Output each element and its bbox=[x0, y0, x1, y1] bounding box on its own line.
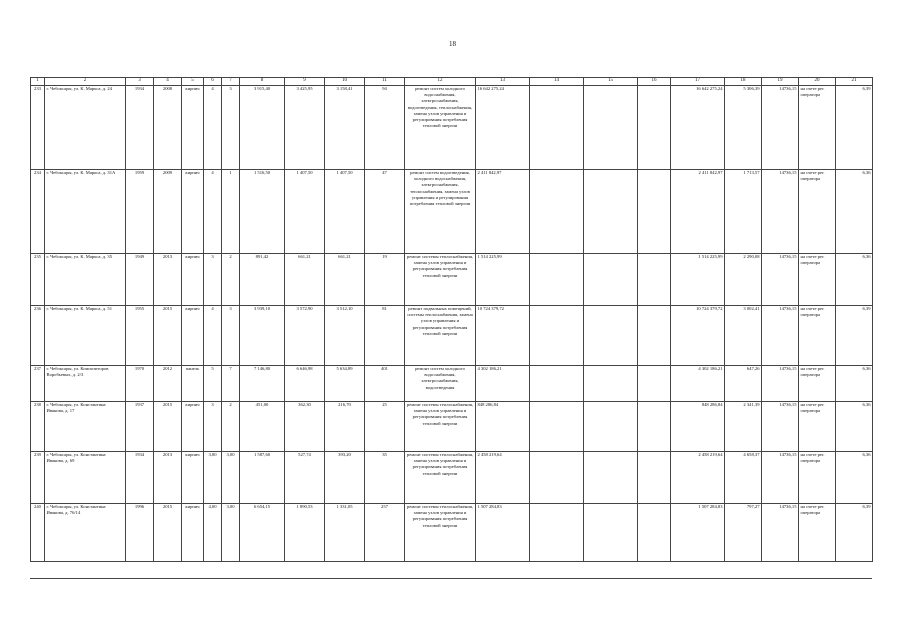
cell-year-repair: 2015 bbox=[154, 504, 182, 562]
cell-year-built: 1949 bbox=[126, 254, 154, 306]
column-number: 10 bbox=[325, 78, 365, 86]
cell-address: г. Чебоксары, ул. К. Маркса, д. 35 bbox=[45, 254, 126, 306]
cell-unit-cost: 2 290,08 bbox=[725, 254, 762, 306]
cell-rate: 6,39 bbox=[836, 306, 873, 366]
cell-cost-total: 16 642 275,24 bbox=[476, 86, 530, 170]
column-number: 3 bbox=[126, 78, 154, 86]
cell-residents: 35 bbox=[365, 452, 405, 504]
column-number: 9 bbox=[285, 78, 325, 86]
cell-material: панель bbox=[182, 366, 204, 402]
cell-area-total: 891,42 bbox=[240, 254, 285, 306]
cell-entrances: 2 bbox=[222, 254, 240, 306]
table-row bbox=[31, 366, 873, 402]
cell-c16 bbox=[638, 504, 671, 562]
cell-entrances: 7 bbox=[222, 366, 240, 402]
cell-rate: 6,39 bbox=[836, 86, 873, 170]
cell-entrances: 3 bbox=[222, 86, 240, 170]
cell-area-living: 3 425,95 bbox=[285, 86, 325, 170]
cell-area-living: 362,30 bbox=[285, 402, 325, 452]
cell-n: 238 bbox=[31, 402, 45, 452]
cell-c15 bbox=[584, 170, 638, 254]
cell-year-repair: 2015 bbox=[154, 402, 182, 452]
cell-fund-method: на счете рег. оператора bbox=[799, 402, 836, 452]
cell-works: ремонт подвальных помещений, системы теплоснабжения, замена узлов управления и регулирования потребления тепловой энергии bbox=[405, 306, 476, 366]
cell-fund-method: на счете рег. оператора bbox=[799, 86, 836, 170]
cell-year-built: 1934 bbox=[126, 452, 154, 504]
cell-limit-cost: 14736,15 bbox=[762, 504, 799, 562]
cell-year-built: 1937 bbox=[126, 402, 154, 452]
column-number: 19 bbox=[762, 78, 799, 86]
cell-floors: 4 bbox=[204, 170, 222, 254]
cell-year-repair: 2009 bbox=[154, 170, 182, 254]
cell-c14 bbox=[530, 452, 584, 504]
cell-fund-method: на счете рег. оператора bbox=[799, 306, 836, 366]
cell-c16 bbox=[638, 306, 671, 366]
cell-floors: 3 bbox=[204, 254, 222, 306]
cell-c14 bbox=[530, 254, 584, 306]
table-row bbox=[31, 306, 873, 366]
cell-area-living: 6 646,98 bbox=[285, 366, 325, 402]
cell-rate: 6,36 bbox=[836, 254, 873, 306]
cell-unit-cost: 797,27 bbox=[725, 504, 762, 562]
column-number: 14 bbox=[530, 78, 584, 86]
cell-works: ремонт системы теплоснабжения, замена узлов управления и регулирования потребления тепловой энергии bbox=[405, 402, 476, 452]
cell-floors: 3,00 bbox=[204, 452, 222, 504]
cell-area-living: 3 572,90 bbox=[285, 306, 325, 366]
cell-works: ремонт систем водоотведения, холодного водоснабжения, электроснабжения, теплоснабжения, замена узлов управления и регулирования потребления тепловой энергии bbox=[405, 170, 476, 254]
table-row bbox=[31, 254, 873, 306]
cell-area-residential: 3 512,10 bbox=[325, 306, 365, 366]
cell-unit-cost: 1 713,57 bbox=[725, 170, 762, 254]
cell-c15 bbox=[584, 504, 638, 562]
cell-limit-cost: 14736,15 bbox=[762, 170, 799, 254]
cell-material: кирпич bbox=[182, 170, 204, 254]
cell-fund-method: на счете рег. оператора bbox=[799, 254, 836, 306]
cell-entrances: 2 bbox=[222, 402, 240, 452]
cell-rate: 6,36 bbox=[836, 170, 873, 254]
cell-area-residential: 216,70 bbox=[325, 402, 365, 452]
cell-unit-cost: 647,26 bbox=[725, 366, 762, 402]
cell-n: 236 bbox=[31, 306, 45, 366]
cell-material: кирпич bbox=[182, 402, 204, 452]
cell-works: ремонт систем холодного водоснабжения, электроснабжения, водоотведения bbox=[405, 366, 476, 402]
cell-cost-total: 1 507 284,83 bbox=[476, 504, 530, 562]
cell-limit-cost: 14736,15 bbox=[762, 254, 799, 306]
cell-limit-cost: 14736,15 bbox=[762, 452, 799, 504]
cell-rate: 6,39 bbox=[836, 504, 873, 562]
cell-entrances: 3 bbox=[222, 306, 240, 366]
cell-cost-owner: 2 458 219,64 bbox=[671, 452, 725, 504]
cell-address: г. Чебоксары, ул. Композиторов Воробьевых, д. 2/3 bbox=[45, 366, 126, 402]
cell-fund-method: на счете рег. оператора bbox=[799, 170, 836, 254]
page-number: 18 bbox=[449, 40, 456, 48]
cell-limit-cost: 14736,15 bbox=[762, 402, 799, 452]
cell-c15 bbox=[584, 402, 638, 452]
column-number: 5 bbox=[182, 78, 204, 86]
cell-area-residential: 661,21 bbox=[325, 254, 365, 306]
cell-address: г. Чебоксары, ул. К. Маркса, д. 51 bbox=[45, 306, 126, 366]
cell-cost-owner: 2 411 842,97 bbox=[671, 170, 725, 254]
cell-cost-total: 2 411 842,97 bbox=[476, 170, 530, 254]
cell-cost-total: 4 302 186,21 bbox=[476, 366, 530, 402]
column-number: 18 bbox=[725, 78, 762, 86]
cell-area-residential: 393,20 bbox=[325, 452, 365, 504]
cell-limit-cost: 14736,15 bbox=[762, 86, 799, 170]
cell-fund-method: на счете рег. оператора bbox=[799, 366, 836, 402]
column-number: 13 bbox=[476, 78, 530, 86]
cell-area-living: 661,21 bbox=[285, 254, 325, 306]
cell-n: 233 bbox=[31, 86, 45, 170]
cell-residents: 25 bbox=[365, 402, 405, 452]
cell-floors: 4 bbox=[204, 306, 222, 366]
cell-area-total: 7 146,80 bbox=[240, 366, 285, 402]
cell-year-built: 1934 bbox=[126, 86, 154, 170]
cell-material: кирпич bbox=[182, 504, 204, 562]
table-row bbox=[31, 402, 873, 452]
cell-c14 bbox=[530, 366, 584, 402]
cell-year-repair: 2008 bbox=[154, 86, 182, 170]
cell-area-residential: 3 158,41 bbox=[325, 86, 365, 170]
cell-year-repair: 2013 bbox=[154, 254, 182, 306]
cell-floors: 5 bbox=[204, 366, 222, 402]
cell-entrances: 3,00 bbox=[222, 452, 240, 504]
table-row bbox=[31, 452, 873, 504]
column-number: 12 bbox=[405, 78, 476, 86]
cell-rate: 6,36 bbox=[836, 366, 873, 402]
cell-unit-cost: 4 658,37 bbox=[725, 452, 762, 504]
cell-c15 bbox=[584, 254, 638, 306]
cell-cost-owner: 1 507 284,83 bbox=[671, 504, 725, 562]
cell-c14 bbox=[530, 306, 584, 366]
cell-area-total: 1 587,60 bbox=[240, 452, 285, 504]
cell-n: 234 bbox=[31, 170, 45, 254]
cell-c16 bbox=[638, 366, 671, 402]
cell-residents: 401 bbox=[365, 366, 405, 402]
cell-cost-owner: 1 514 225,99 bbox=[671, 254, 725, 306]
cell-material: кирпич bbox=[182, 86, 204, 170]
cell-c14 bbox=[530, 86, 584, 170]
column-number: 16 bbox=[638, 78, 671, 86]
cell-unit-cost: 5 306,39 bbox=[725, 86, 762, 170]
cell-cost-total: 848 286,84 bbox=[476, 402, 530, 452]
cell-area-total: 3 939,10 bbox=[240, 306, 285, 366]
cell-works: ремонт системы теплоснабжения, замена узлов управления и регулирования потребления тепловой энергии bbox=[405, 254, 476, 306]
cell-c14 bbox=[530, 402, 584, 452]
cell-unit-cost: 3 002,41 bbox=[725, 306, 762, 366]
cell-residents: 47 bbox=[365, 170, 405, 254]
cell-cost-owner: 848 286,84 bbox=[671, 402, 725, 452]
cell-cost-owner: 10 724 379,72 bbox=[671, 306, 725, 366]
cell-year-built: 1959 bbox=[126, 170, 154, 254]
cell-limit-cost: 14736,15 bbox=[762, 366, 799, 402]
cell-cost-owner: 16 642 275,24 bbox=[671, 86, 725, 170]
cell-material: кирпич bbox=[182, 452, 204, 504]
cell-year-repair: 2013 bbox=[154, 452, 182, 504]
cell-area-total: 451,00 bbox=[240, 402, 285, 452]
cell-residents: 94 bbox=[365, 86, 405, 170]
cell-address: г. Чебоксары, ул. К. Маркса, д. 31А bbox=[45, 170, 126, 254]
capital-repair-table bbox=[30, 77, 873, 562]
column-number: 11 bbox=[365, 78, 405, 86]
cell-area-residential: 1 331,05 bbox=[325, 504, 365, 562]
cell-works: ремонт систем холодного водоснабжения, электроснабжения, водоотведения, теплоснабжения, замена узлов управления и регулирования потребления тепловой энергии bbox=[405, 86, 476, 170]
cell-year-repair: 2012 bbox=[154, 366, 182, 402]
table-row bbox=[31, 86, 873, 170]
cell-c16 bbox=[638, 452, 671, 504]
cell-rate: 6,36 bbox=[836, 402, 873, 452]
cell-c15 bbox=[584, 366, 638, 402]
column-number: 7 bbox=[222, 78, 240, 86]
column-number: 4 bbox=[154, 78, 182, 86]
cell-fund-method: на счете рег. оператора bbox=[799, 504, 836, 562]
cell-address: г. Чебоксары, ул. Константина Иванова, д. 17 bbox=[45, 402, 126, 452]
cell-entrances: 1 bbox=[222, 170, 240, 254]
cell-cost-total: 1 514 225,99 bbox=[476, 254, 530, 306]
column-number: 21 bbox=[836, 78, 873, 86]
cell-year-built: 1955 bbox=[126, 306, 154, 366]
cell-floors: 3 bbox=[204, 402, 222, 452]
cell-address: г. Чебоксары, ул. К. Маркса, д. 24 bbox=[45, 86, 126, 170]
cell-area-living: 1 407,50 bbox=[285, 170, 325, 254]
cell-cost-owner: 4 302 186,21 bbox=[671, 366, 725, 402]
column-number-row bbox=[31, 78, 873, 86]
cell-cost-total: 10 724 379,72 bbox=[476, 306, 530, 366]
cell-limit-cost: 14736,15 bbox=[762, 306, 799, 366]
table-bottom-border bbox=[30, 578, 872, 579]
column-number: 6 bbox=[204, 78, 222, 86]
cell-year-built: 1970 bbox=[126, 366, 154, 402]
column-number: 1 bbox=[31, 78, 45, 86]
cell-cost-total: 2 458 219,64 bbox=[476, 452, 530, 504]
cell-address: г. Чебоксары, ул. Константина Иванова, д. 76/14 bbox=[45, 504, 126, 562]
cell-area-total: 6 654,15 bbox=[240, 504, 285, 562]
cell-area-living: 1 890,53 bbox=[285, 504, 325, 562]
cell-area-residential: 5 634,89 bbox=[325, 366, 365, 402]
cell-unit-cost: 2 341,39 bbox=[725, 402, 762, 452]
cell-entrances: 3,00 bbox=[222, 504, 240, 562]
cell-n: 240 bbox=[31, 504, 45, 562]
cell-c14 bbox=[530, 504, 584, 562]
cell-residents: 257 bbox=[365, 504, 405, 562]
cell-area-living: 527,74 bbox=[285, 452, 325, 504]
column-number: 17 bbox=[671, 78, 725, 86]
column-number: 8 bbox=[240, 78, 285, 86]
cell-residents: 81 bbox=[365, 306, 405, 366]
cell-area-total: 1 516,50 bbox=[240, 170, 285, 254]
cell-year-built: 1996 bbox=[126, 504, 154, 562]
cell-floors: 4,00 bbox=[204, 504, 222, 562]
cell-c15 bbox=[584, 306, 638, 366]
cell-fund-method: на счете рег. оператора bbox=[799, 452, 836, 504]
cell-area-residential: 1 407,50 bbox=[325, 170, 365, 254]
cell-area-total: 3 915,40 bbox=[240, 86, 285, 170]
cell-c14 bbox=[530, 170, 584, 254]
table-row bbox=[31, 504, 873, 562]
cell-n: 239 bbox=[31, 452, 45, 504]
column-number: 15 bbox=[584, 78, 638, 86]
table-row bbox=[31, 170, 873, 254]
cell-works: ремонт системы теплоснабжения, замена узлов управления и регулирования потребления тепловой энергии bbox=[405, 504, 476, 562]
cell-year-repair: 2015 bbox=[154, 306, 182, 366]
cell-c16 bbox=[638, 402, 671, 452]
cell-c16 bbox=[638, 86, 671, 170]
cell-c16 bbox=[638, 254, 671, 306]
column-number: 20 bbox=[799, 78, 836, 86]
cell-n: 237 bbox=[31, 366, 45, 402]
cell-c16 bbox=[638, 170, 671, 254]
cell-c15 bbox=[584, 86, 638, 170]
cell-residents: 19 bbox=[365, 254, 405, 306]
column-number: 2 bbox=[45, 78, 126, 86]
cell-floors: 4 bbox=[204, 86, 222, 170]
cell-n: 235 bbox=[31, 254, 45, 306]
cell-address: г. Чебоксары, ул. Константина Иванова, д. 69 bbox=[45, 452, 126, 504]
cell-works: ремонт системы теплоснабжения, замена узлов управления и регулирования потребления тепловой энергии bbox=[405, 452, 476, 504]
cell-material: кирпич bbox=[182, 254, 204, 306]
cell-c15 bbox=[584, 452, 638, 504]
cell-rate: 6,36 bbox=[836, 452, 873, 504]
cell-material: кирпич bbox=[182, 306, 204, 366]
